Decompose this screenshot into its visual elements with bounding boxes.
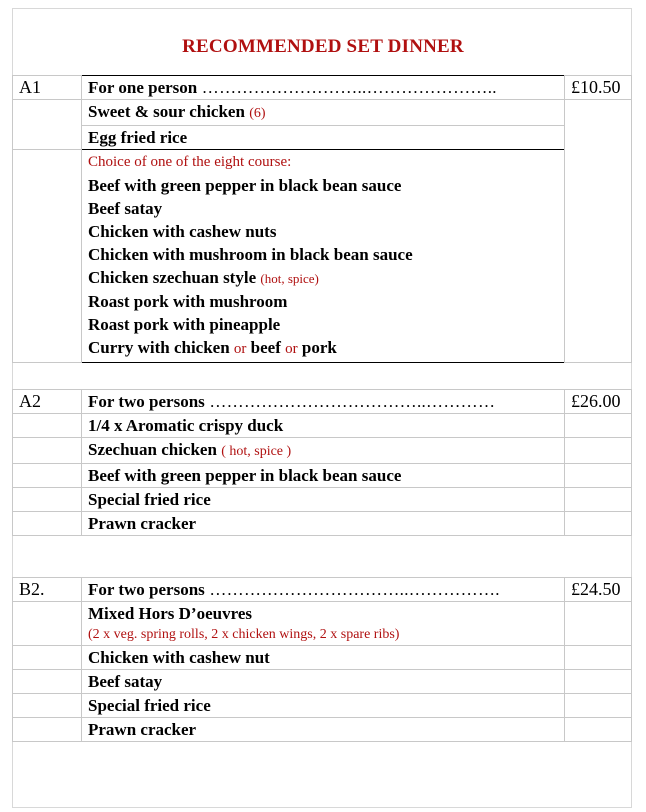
menu-item: Special fried rice [82, 694, 565, 718]
table-row [13, 76, 632, 100]
table-row [13, 602, 632, 646]
table-row [13, 718, 632, 742]
set-price: £10.50 [565, 76, 632, 100]
menu-item: Szechuan chicken ( hot, spice ) [82, 438, 565, 464]
menu-item: Chicken with cashew nut [82, 646, 565, 670]
set-code: B2. [13, 578, 82, 602]
table-row [13, 646, 632, 670]
choice-list [82, 150, 565, 363]
set-b2-table [12, 577, 632, 742]
table-row [13, 126, 632, 150]
table-row [13, 438, 632, 464]
page-title: RECOMMENDED SET DINNER [182, 36, 464, 57]
table-row [13, 390, 632, 414]
menu-item: Egg fried rice [82, 126, 565, 150]
set-header: For two persons ……………………………..……………. [82, 578, 565, 602]
leader-dots: ………………………………..………… [204, 392, 496, 411]
set-header: For two persons ………………………………..………… [82, 390, 565, 414]
set-code: A2 [13, 390, 82, 414]
list-item: Chicken with cashew nuts [88, 222, 277, 241]
menu-item: Beef satay [82, 670, 565, 694]
table-row [13, 414, 632, 438]
leader-dots: ………………………..………………….. [197, 78, 497, 97]
item-note: (2 x veg. spring rolls, 2 x chicken wings, 2 x spare ribs) [88, 627, 400, 642]
list-item: Beef with green pepper in black bean sauce [88, 176, 402, 195]
leader-dots: ……………………………..……………. [204, 580, 500, 599]
menu-item: Sweet & sour chicken (6) [82, 100, 565, 126]
table-row [13, 694, 632, 718]
table-row [13, 512, 632, 536]
set-price: £24.50 [565, 578, 632, 602]
menu-item: Prawn cracker [82, 512, 565, 536]
list-item: Chicken with mushroom in black bean sauce [88, 245, 413, 264]
table-row [13, 578, 632, 602]
menu-item: Beef with green pepper in black bean sauce [82, 464, 565, 488]
list-item: Roast pork with pineapple [88, 315, 281, 334]
table-row [13, 670, 632, 694]
set-header: For one person ………………………..………………….. [82, 76, 565, 100]
table-row [13, 488, 632, 512]
list-item: Chicken szechuan style (hot, spice) [88, 268, 319, 287]
menu-item: Mixed Hors D’oeuvres (2 x veg. spring rolls, 2 x chicken wings, 2 x spare ribs) [82, 602, 565, 646]
menu-item: Special fried rice [82, 488, 565, 512]
set-a1-table [12, 75, 632, 363]
choice-header: Choice of one of the eight course: [88, 154, 292, 170]
list-item: Roast pork with mushroom [88, 292, 288, 311]
table-row [13, 464, 632, 488]
set-price: £26.00 [565, 390, 632, 414]
set-a2-table [12, 389, 632, 536]
set-code: A1 [13, 76, 82, 100]
list-item: Curry with chicken or beef or pork [88, 338, 337, 357]
table-row [13, 150, 632, 363]
table-row [13, 100, 632, 126]
list-item: Beef satay [88, 199, 163, 218]
menu-item: 1/4 x Aromatic crispy duck [82, 414, 565, 438]
menu-item: Prawn cracker [82, 718, 565, 742]
